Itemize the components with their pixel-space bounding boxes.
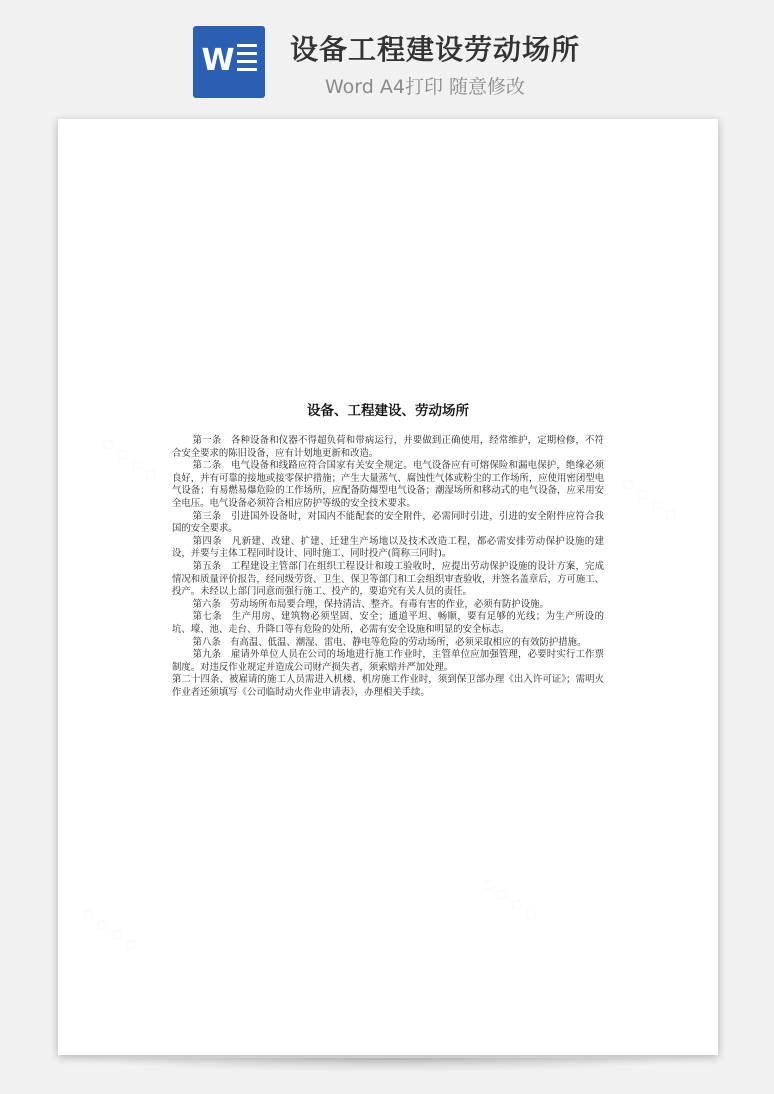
word-icon — [193, 26, 265, 98]
watermark — [478, 872, 542, 925]
article-paragraph-last: 第二十四条、被雇请的施工人员需进入机楼、机房施工作业时，须到保卫部办理《出入许可证》；需明火作业者还须填写《公司临时动火作业申请表》，办理相关手续。 — [172, 674, 604, 698]
article-paragraph: 第八条 有高温、低温、潮湿、雷电、静电等危险的劳动场所，必须采取相应的有效防护措施。 — [192, 636, 587, 648]
article-paragraph: 第二条 电气设备和线路应符合国家有关安全规定。电气设备应有可熔保险和漏电保护，绝缘必须良好，并有可靠的接地或接零保护措施；产生大量蒸气、腐蚀性气体或粉尘的工作场所，应使用密闭型电气设备；有易燃易爆危险的工作场所，应配备防爆型电气设备；潮湿场所和移动式的电气设备，应采用安全电压。电气设备必须符合相应防护等级的安全技术要求。 — [172, 460, 604, 509]
article-paragraph: 第五条 工程建设主管部门在组织工程设计和竣工验收时，应提出劳动保护设施的设计方案，完成情况和质量评价报告，经同级劳资、卫生、保卫等部门和工会组织审查验收，并签名盖章后，方可施工、投产。未经以上部门同意而强行施工、投产的，要追究有关人员的责任。 — [172, 560, 604, 598]
document-page — [58, 119, 718, 1055]
page-header — [0, 0, 774, 115]
article-paragraph: 第七条 生产用房、建筑物必须坚固、安全；通道平坦、畅顺，要有足够的光线；为生产所设的坑、壕、池、走台、升降口等有危险的处所，必需有安全设施和明显的安全标志。 — [172, 611, 604, 635]
word-icon-lines — [237, 44, 257, 76]
article-paragraph: 第九条 雇请外单位人员在公司的场地进行施工作业时，主管单位应加强管理，必要时实行工作票制度。对违反作业规定并造成公司财产损失者，须索赔并严加处理。 — [172, 649, 604, 673]
article-paragraph: 第一条 各种设备和仪器不得超负荷和带病运行，并要做到正确使用，经常维护，定期检修，不符合安全要求的陈旧设备，应有计划地更新和改造。 — [172, 435, 604, 459]
page-title: 设备工程建设劳动场所 — [290, 33, 581, 66]
page-subtitle: Word A4打印 随意修改 — [325, 76, 526, 98]
article-paragraph: 第四条 凡新建、改建、扩建、迁建生产场地以及技术改造工程，都必需安排劳动保护设施的建设，并要与主体工程同时设计、同时施工、同时投产(简称三同时)。 — [172, 535, 604, 560]
article-paragraph: 第三条 引进国外设备时，对国内不能配套的安全附件，必需同时引进，引进的安全附件应符合我国的安全要求。 — [172, 510, 604, 535]
watermark — [78, 902, 142, 955]
document-title: 设备、工程建设、劳动场所 — [307, 403, 469, 419]
article-paragraph: 第六条 劳动场所布局要合理，保持清洁、整齐。有毒有害的作业，必须有防护设施。 — [192, 598, 549, 610]
watermark — [98, 432, 162, 485]
page-shadow — [70, 1058, 706, 1072]
watermark — [618, 472, 682, 525]
word-icon-letter: W — [201, 43, 235, 78]
document-body — [172, 435, 604, 699]
